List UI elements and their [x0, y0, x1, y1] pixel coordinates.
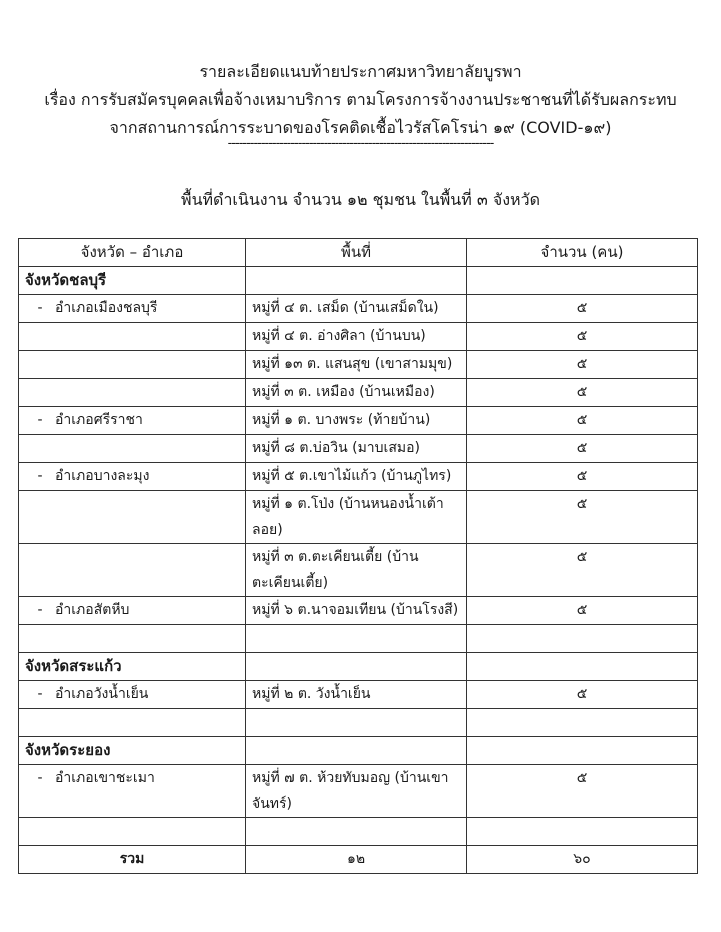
col-header-count: จำนวน (คน) [467, 239, 698, 267]
count-cell [467, 625, 698, 653]
province-name: จังหวัดชลบุรี [25, 271, 107, 289]
area-cell: หมู่ที่ ๔ ต. อ่างศิลา (บ้านบน) [246, 323, 467, 351]
bullet-dash: - [37, 602, 43, 618]
area-cell: หมู่ที่ ๓ ต. เหมือง (บ้านเหมือง) [246, 379, 467, 407]
doc-subtitle: พื้นที่ดำเนินงาน จำนวน ๑๒ ชุมชน ในพื้นที่ ๓ จังหวัด [181, 190, 540, 209]
bullet-dash: - [37, 468, 43, 484]
table-row [19, 544, 698, 597]
total-label: รวม [19, 846, 246, 874]
bullet-dash: - [37, 300, 43, 316]
district-name: อำเภอสัตหีบ [55, 602, 130, 618]
area-cell [246, 625, 467, 653]
province-row [19, 267, 698, 295]
area-table [18, 238, 698, 874]
bullet-dash: - [37, 770, 43, 786]
area-cell: หมู่ที่ ๖ ต.นาจอมเทียน (บ้านโรงสี) [246, 597, 467, 625]
area-cell [246, 709, 467, 737]
total-row [19, 846, 698, 874]
table-row [19, 463, 698, 491]
area-cell: หมู่ที่ ๔ ต. เสม็ด (บ้านเสม็ดใน) [246, 295, 467, 323]
table-row [19, 681, 698, 709]
district-cell [19, 379, 246, 407]
empty-row [19, 625, 698, 653]
count-cell: ๕ [467, 295, 698, 323]
district-cell [19, 323, 246, 351]
count-cell: ๕ [467, 351, 698, 379]
count-cell: ๕ [467, 491, 698, 544]
table-row [19, 351, 698, 379]
table-row [19, 597, 698, 625]
count-cell: ๕ [467, 681, 698, 709]
doc-subject: เรื่อง การรับสมัครบุคคลเพื่อจ้างเหมาบริการ ตามโครงการจ้างงานประชาชนที่ได้รับผลกระทบ [44, 90, 677, 109]
table-row [19, 407, 698, 435]
table-row [19, 435, 698, 463]
district-name: อำเภอบางละมุง [55, 468, 150, 484]
doc-title: รายละเอียดแนบท้ายประกาศมหาวิทยาลัยบูรพา [199, 62, 522, 81]
district-cell [19, 625, 246, 653]
district-cell [19, 267, 246, 295]
bullet-dash: - [37, 412, 43, 428]
count-cell [467, 267, 698, 295]
province-name: จังหวัดสระแก้ว [25, 657, 122, 675]
area-cell [246, 653, 467, 681]
col-header-province: จังหวัด – อำเภอ [19, 239, 246, 267]
separator-line: ------------------------------------------------------------------------ [227, 136, 494, 151]
count-cell [467, 709, 698, 737]
area-cell [246, 737, 467, 765]
table-row [19, 295, 698, 323]
table-header-row [19, 239, 698, 267]
count-cell: ๕ [467, 379, 698, 407]
province-row [19, 737, 698, 765]
area-cell: หมู่ที่ ๓ ต.ตะเคียนเตี้ย (บ้านตะเคียนเตี้ย) [246, 544, 467, 597]
area-cell [246, 818, 467, 846]
area-cell: หมู่ที่ ๑ ต. บางพระ (ท้ายบ้าน) [246, 407, 467, 435]
province-name: จังหวัดระยอง [25, 741, 111, 759]
col-header-area: พื้นที่ [246, 239, 467, 267]
area-cell [246, 267, 467, 295]
count-cell: ๕ [467, 765, 698, 818]
area-cell: หมู่ที่ ๑ ต.โป่ง (บ้านหนองน้ำเต้าลอย) [246, 491, 467, 544]
table-row [19, 765, 698, 818]
district-cell [19, 765, 246, 818]
area-cell: หมู่ที่ ๘ ต.บ่อวิน (มาบเสมอ) [246, 435, 467, 463]
total-areas: ๑๒ [246, 846, 467, 874]
district-name: อำเภอเขาชะเมา [55, 770, 155, 786]
district-name: อำเภอวังน้ำเย็น [55, 686, 149, 702]
district-cell [19, 351, 246, 379]
count-cell [467, 653, 698, 681]
count-cell [467, 818, 698, 846]
empty-row [19, 818, 698, 846]
district-name: อำเภอเมืองชลบุรี [55, 300, 158, 316]
table-row [19, 379, 698, 407]
district-cell [19, 709, 246, 737]
district-cell [19, 295, 246, 323]
count-cell: ๕ [467, 597, 698, 625]
doc-subject-cont: จากสถานการณ์การระบาดของโรคติดเชื้อไวรัสโคโรน่า ๑๙ (COVID-๑๙) [109, 118, 612, 137]
area-cell: หมู่ที่ ๒ ต. วังน้ำเย็น [246, 681, 467, 709]
count-cell: ๕ [467, 407, 698, 435]
district-cell [19, 463, 246, 491]
count-cell: ๕ [467, 435, 698, 463]
count-cell: ๕ [467, 544, 698, 597]
count-cell: ๕ [467, 323, 698, 351]
province-row [19, 653, 698, 681]
district-cell [19, 818, 246, 846]
bullet-dash: - [37, 686, 43, 702]
district-cell [19, 435, 246, 463]
total-people: ๖๐ [467, 846, 698, 874]
table-row [19, 323, 698, 351]
district-cell [19, 544, 246, 597]
district-cell [19, 407, 246, 435]
district-cell [19, 597, 246, 625]
district-cell [19, 653, 246, 681]
district-cell [19, 491, 246, 544]
district-cell [19, 737, 246, 765]
count-cell [467, 737, 698, 765]
district-name: อำเภอศรีราชา [55, 412, 143, 428]
area-cell: หมู่ที่ ๗ ต. ห้วยทับมอญ (บ้านเขาจันทร์) [246, 765, 467, 818]
table-row [19, 491, 698, 544]
area-cell: หมู่ที่ ๕ ต.เขาไม้แก้ว (บ้านภูไทร) [246, 463, 467, 491]
district-cell [19, 681, 246, 709]
area-cell: หมู่ที่ ๑๓ ต. แสนสุข (เขาสามมุข) [246, 351, 467, 379]
empty-row [19, 709, 698, 737]
count-cell: ๕ [467, 463, 698, 491]
